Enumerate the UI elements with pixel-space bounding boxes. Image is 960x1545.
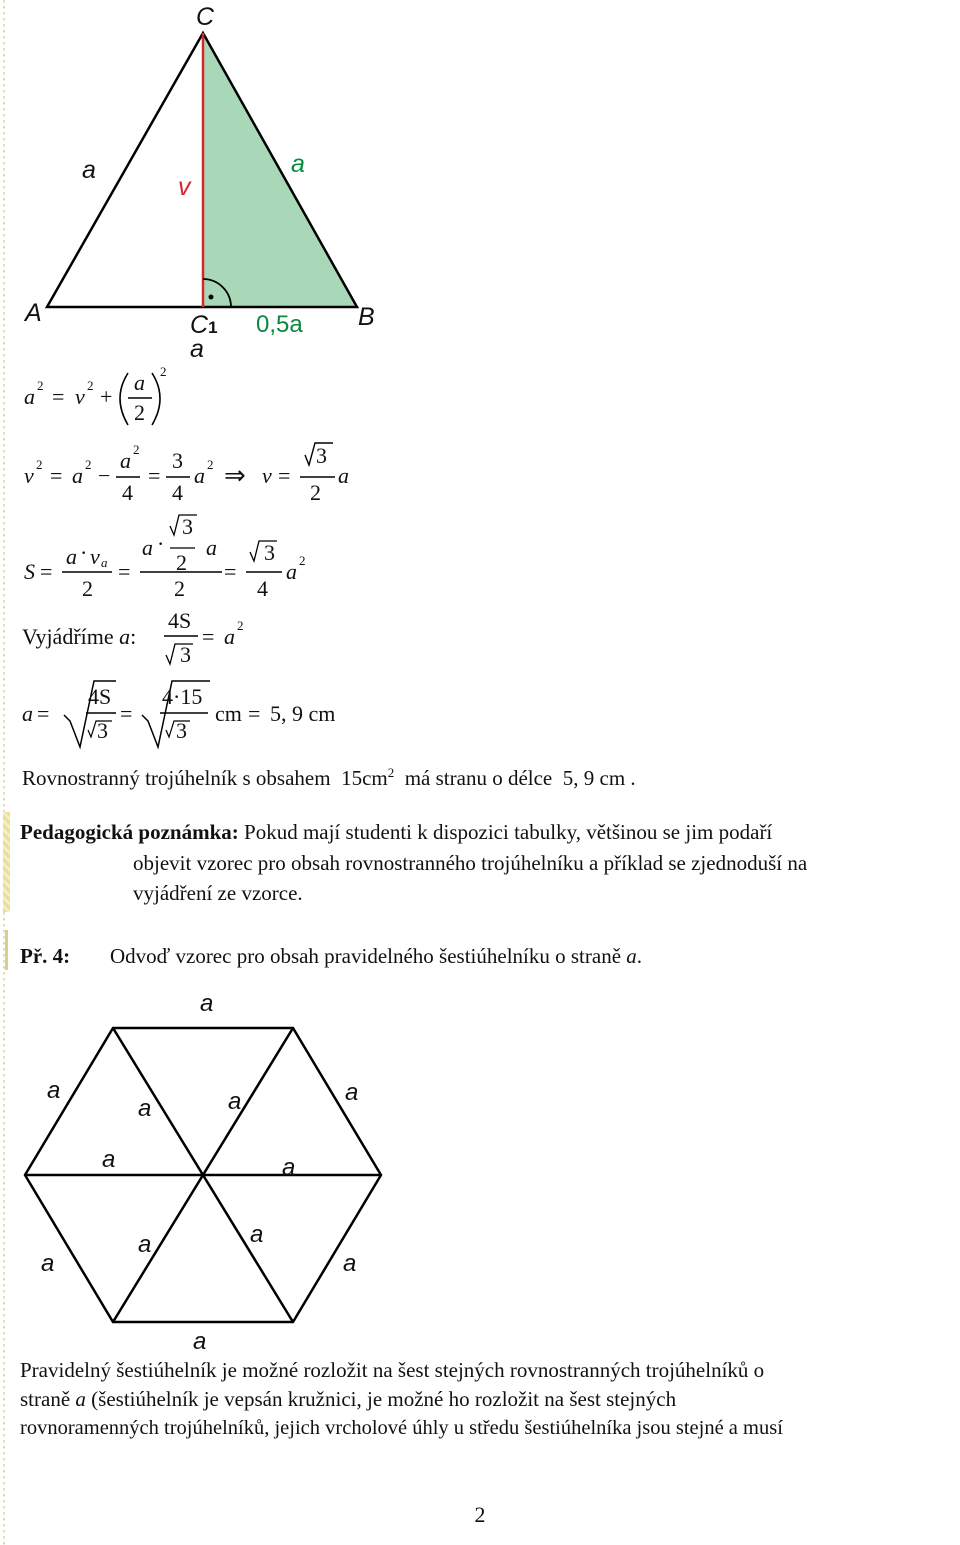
math-numerator: a [120,448,131,473]
hex-label: a [138,1095,152,1122]
hex-label: a [343,1250,357,1277]
math-denominator: 2 [174,576,185,601]
example-text: Odvoď vzorec pro obsah pravidelného šestiúhelníku o straně a. [110,944,643,968]
math-var: a [224,624,235,649]
math-denominator: 4 [122,480,133,505]
math-numerator: 3 [316,443,327,468]
math-exponent: 2 [37,378,44,393]
math-numerator: 3 [172,448,183,473]
math-denominator: 2 [176,550,187,575]
math-sqrt-arg: 3 [176,718,187,743]
hex-label: a [282,1154,296,1181]
vertex-label-a: A [25,299,42,327]
math-sqrt-arg: 3 [180,642,191,667]
math-exponent: 2 [36,457,43,472]
page-number: 2 [474,1502,486,1527]
math-operator: + [100,384,113,409]
math-sqrt-arg: 3 [264,540,275,565]
hex-label: a [41,1250,55,1277]
hex-label: a [200,990,214,1017]
math-var: a [72,463,83,488]
math-var: v [90,544,100,569]
math-prefix: Vyjádříme a: [22,624,137,649]
math-numerator: 4S [88,684,112,709]
height-label: v [178,173,191,201]
math-var: S [24,559,35,584]
math-denominator: 4 [257,576,268,601]
math-operator: · [80,540,88,565]
hex-label: a [250,1221,264,1248]
math-operator: = [278,463,291,488]
math-operator: = [120,701,133,726]
example-label: Př. 4: [20,944,71,968]
math-numerator: 4S [168,608,192,633]
math-operator: = [202,624,215,649]
math-operator: = [118,559,131,584]
bottom-line-3: rovnoramenných trojúhelníků, jejich vrcholové úhly u středu šestiúhelníka jsou stejné a musí [20,1417,783,1439]
math-operator: = [50,463,63,488]
math-operator: = [148,463,161,488]
math-exponent: 2 [237,618,244,633]
math-numerator: a [134,370,145,395]
math-denominator: 2 [310,480,321,505]
math-exponent: 2 [207,457,214,472]
hex-label: a [102,1146,116,1173]
side-label-right: a [291,150,305,178]
math-var: a [338,463,349,488]
half-base-label: 0,5a [256,311,303,338]
math-operator: = [40,559,53,584]
math-exponent: 2 [133,442,140,457]
bottom-line-1: Pravidelný šestiúhelník je možné rozložit na šest stejných rovnostranných trojúhelníků o [20,1358,765,1382]
vertex-label-c1: C1 [190,311,218,339]
math-var: v [24,463,34,488]
math-var: a [286,559,297,584]
math-operator: = [248,701,261,726]
math-exponent: 2 [160,364,167,379]
side-label-left: a [82,156,96,184]
math-result: 5, 9 cm [270,701,336,726]
note-line-2: objevit vzorec pro obsah rovnostranného trojúhelníku a příklad se zjednoduší na [133,851,808,875]
base-label: a [190,335,204,363]
math-exponent: 2 [87,378,94,393]
math-var: v [75,384,85,409]
math-numerator: 4·15 [162,684,203,709]
math-operator: · [157,531,165,556]
hex-label: a [228,1088,242,1115]
math-denominator: 2 [82,576,93,601]
math-var: a [206,535,217,560]
hex-label: a [345,1079,359,1106]
math-subscript: a [101,555,108,570]
math-denominator: 2 [134,400,145,425]
math-var: v [262,463,272,488]
math-exponent: 2 [85,457,92,472]
math-operator: = [37,701,50,726]
note-line-1: Pedagogická poznámka: Pokud mají studenti k dispozici tabulky, většinou se jim podaří [20,820,773,844]
hex-label: a [193,1328,207,1355]
math-sqrt-arg: 3 [97,718,108,743]
math-numerator: a [66,544,77,569]
math-var: a [194,463,205,488]
math-operator: − [98,463,111,488]
vertex-label-c: C [196,3,215,31]
hex-label: a [47,1077,61,1104]
bottom-line-2: straně a (šestiúhelník je vepsán kružnici, je možné ho rozložit na šest stejných [20,1387,677,1411]
note-line-3: vyjádření ze vzorce. [133,881,303,905]
vertex-label-b: B [358,303,375,331]
math-operator: = [52,384,65,409]
math-var: a [22,701,33,726]
conclusion-text: Rovnostranný trojúhelník s obsahem $15cm^2$ má stranu o délce 5, 9 cm . [22,765,636,790]
math-exponent: 2 [299,553,306,568]
math-operator: = [224,559,237,584]
math-implies: ⇒ [224,461,246,490]
math-var: a [142,535,153,560]
math-denominator: 4 [172,480,183,505]
math-unit: cm [215,701,242,726]
math-sqrt-arg: 3 [182,514,193,539]
math-var: a [24,384,35,409]
hex-label: a [138,1231,152,1258]
